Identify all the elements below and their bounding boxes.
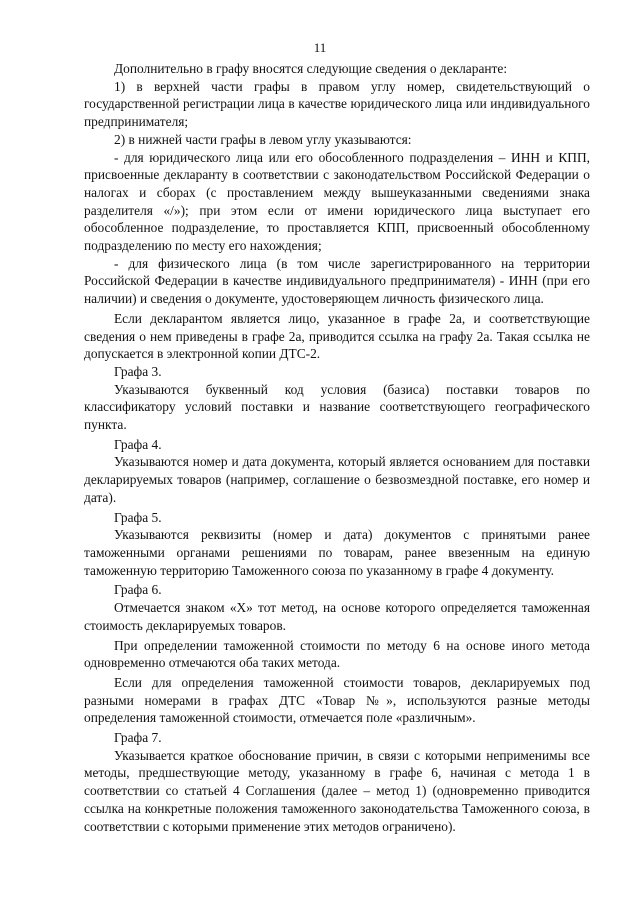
paragraph: Дополнительно в графу вносятся следующие сведения о декларанте: [114,61,508,76]
paragraph: Указывается краткое обоснование причин, в связи с которыми неприменимы все методы, предшествующие методу, указанному в графе 6, начиная с метода 1 в соответствии со статьей 4 Соглашения (далее – метод 1) (одновременно приводится ссылка на конкретные положения таможенного законодательства Таможенного союза, в соответствии с которыми применение этих методов ограничено). [84,747,590,834]
document-body [84,60,590,835]
paragraph: - для физического лица (в том числе зарегистрированного на территории Российской Федерации в качестве индивидуального предпринимателя) - ИНН (при его наличии) и сведения о документе, удостоверяющем личность физического лица. [84,255,590,307]
page-number: 11 [313,40,327,55]
paragraph: При определении таможенной стоимости по методу 6 на основе иного метода одновременно отмечаются оба таких метода. [84,637,590,671]
paragraph: 1) в верхней части графы в правом углу номер, свидетельствующий о государственной регистрации лица в качестве юридического лица или индивидуального предпринимателя; [84,78,590,130]
paragraph: - для юридического лица или его обособленного подразделения – ИНН и КПП, присвоенные декларанту в соответствии с законодательством Российской Федерации о налогах и сборах (с проставлением между вышеуказанными сведениями знака разделителя «/»); при этом если от имени юридического лица выступает его обособленное подразделение, то проставляется КПП, присвоенный обособленному подразделению по месту его нахождения; [84,149,590,254]
paragraph: Если для определения таможенной стоимости товаров, декларируемых под разными номерами в графах ДТС «Товар №», используются разные методы определения таможенной стоимости, отмечается поле «различным». [84,674,590,726]
paragraph: Если декларантом является лицо, указанное в графе 2а, и соответствующие сведения о нем приведены в графе 2а, приводится ссылка на графу 2а. Такая ссылка не допускается в электронной копии ДТС-2. [84,310,590,362]
section-heading-grafa-7: Графа 7. [114,730,162,746]
section-heading-grafa-6: Графа 6. [114,582,162,598]
paragraph: Указываются номер и дата документа, который является основанием для поставки декларируемых товаров (например, соглашение о безвозмездной поставке, его номер и дата). [84,454,590,505]
paragraph: Указываются буквенный код условия (базиса) поставки товаров по классификатору условий поставки и название соответствующего географического пункта. [84,381,590,433]
section-heading-grafa-5: Графа 5. [114,509,162,525]
section-heading-grafa-4: Графа 4. [114,436,162,452]
paragraph: Указываются реквизиты (номер и дата) документов с принятыми ранее таможенными органами решениями по товарам, ранее ввезенным на единую таможенную территорию Таможенного союза по указанному в графе 4 документу. [84,527,590,578]
paragraph: 2) в нижней части графы в левом углу указываются: [114,131,412,147]
section-heading-grafa-3: Графа 3. [114,363,162,379]
paragraph: Отмечается знаком «Х» тот метод, на основе которого определяется таможенная стоимость декларируемых товаров. [84,600,590,633]
